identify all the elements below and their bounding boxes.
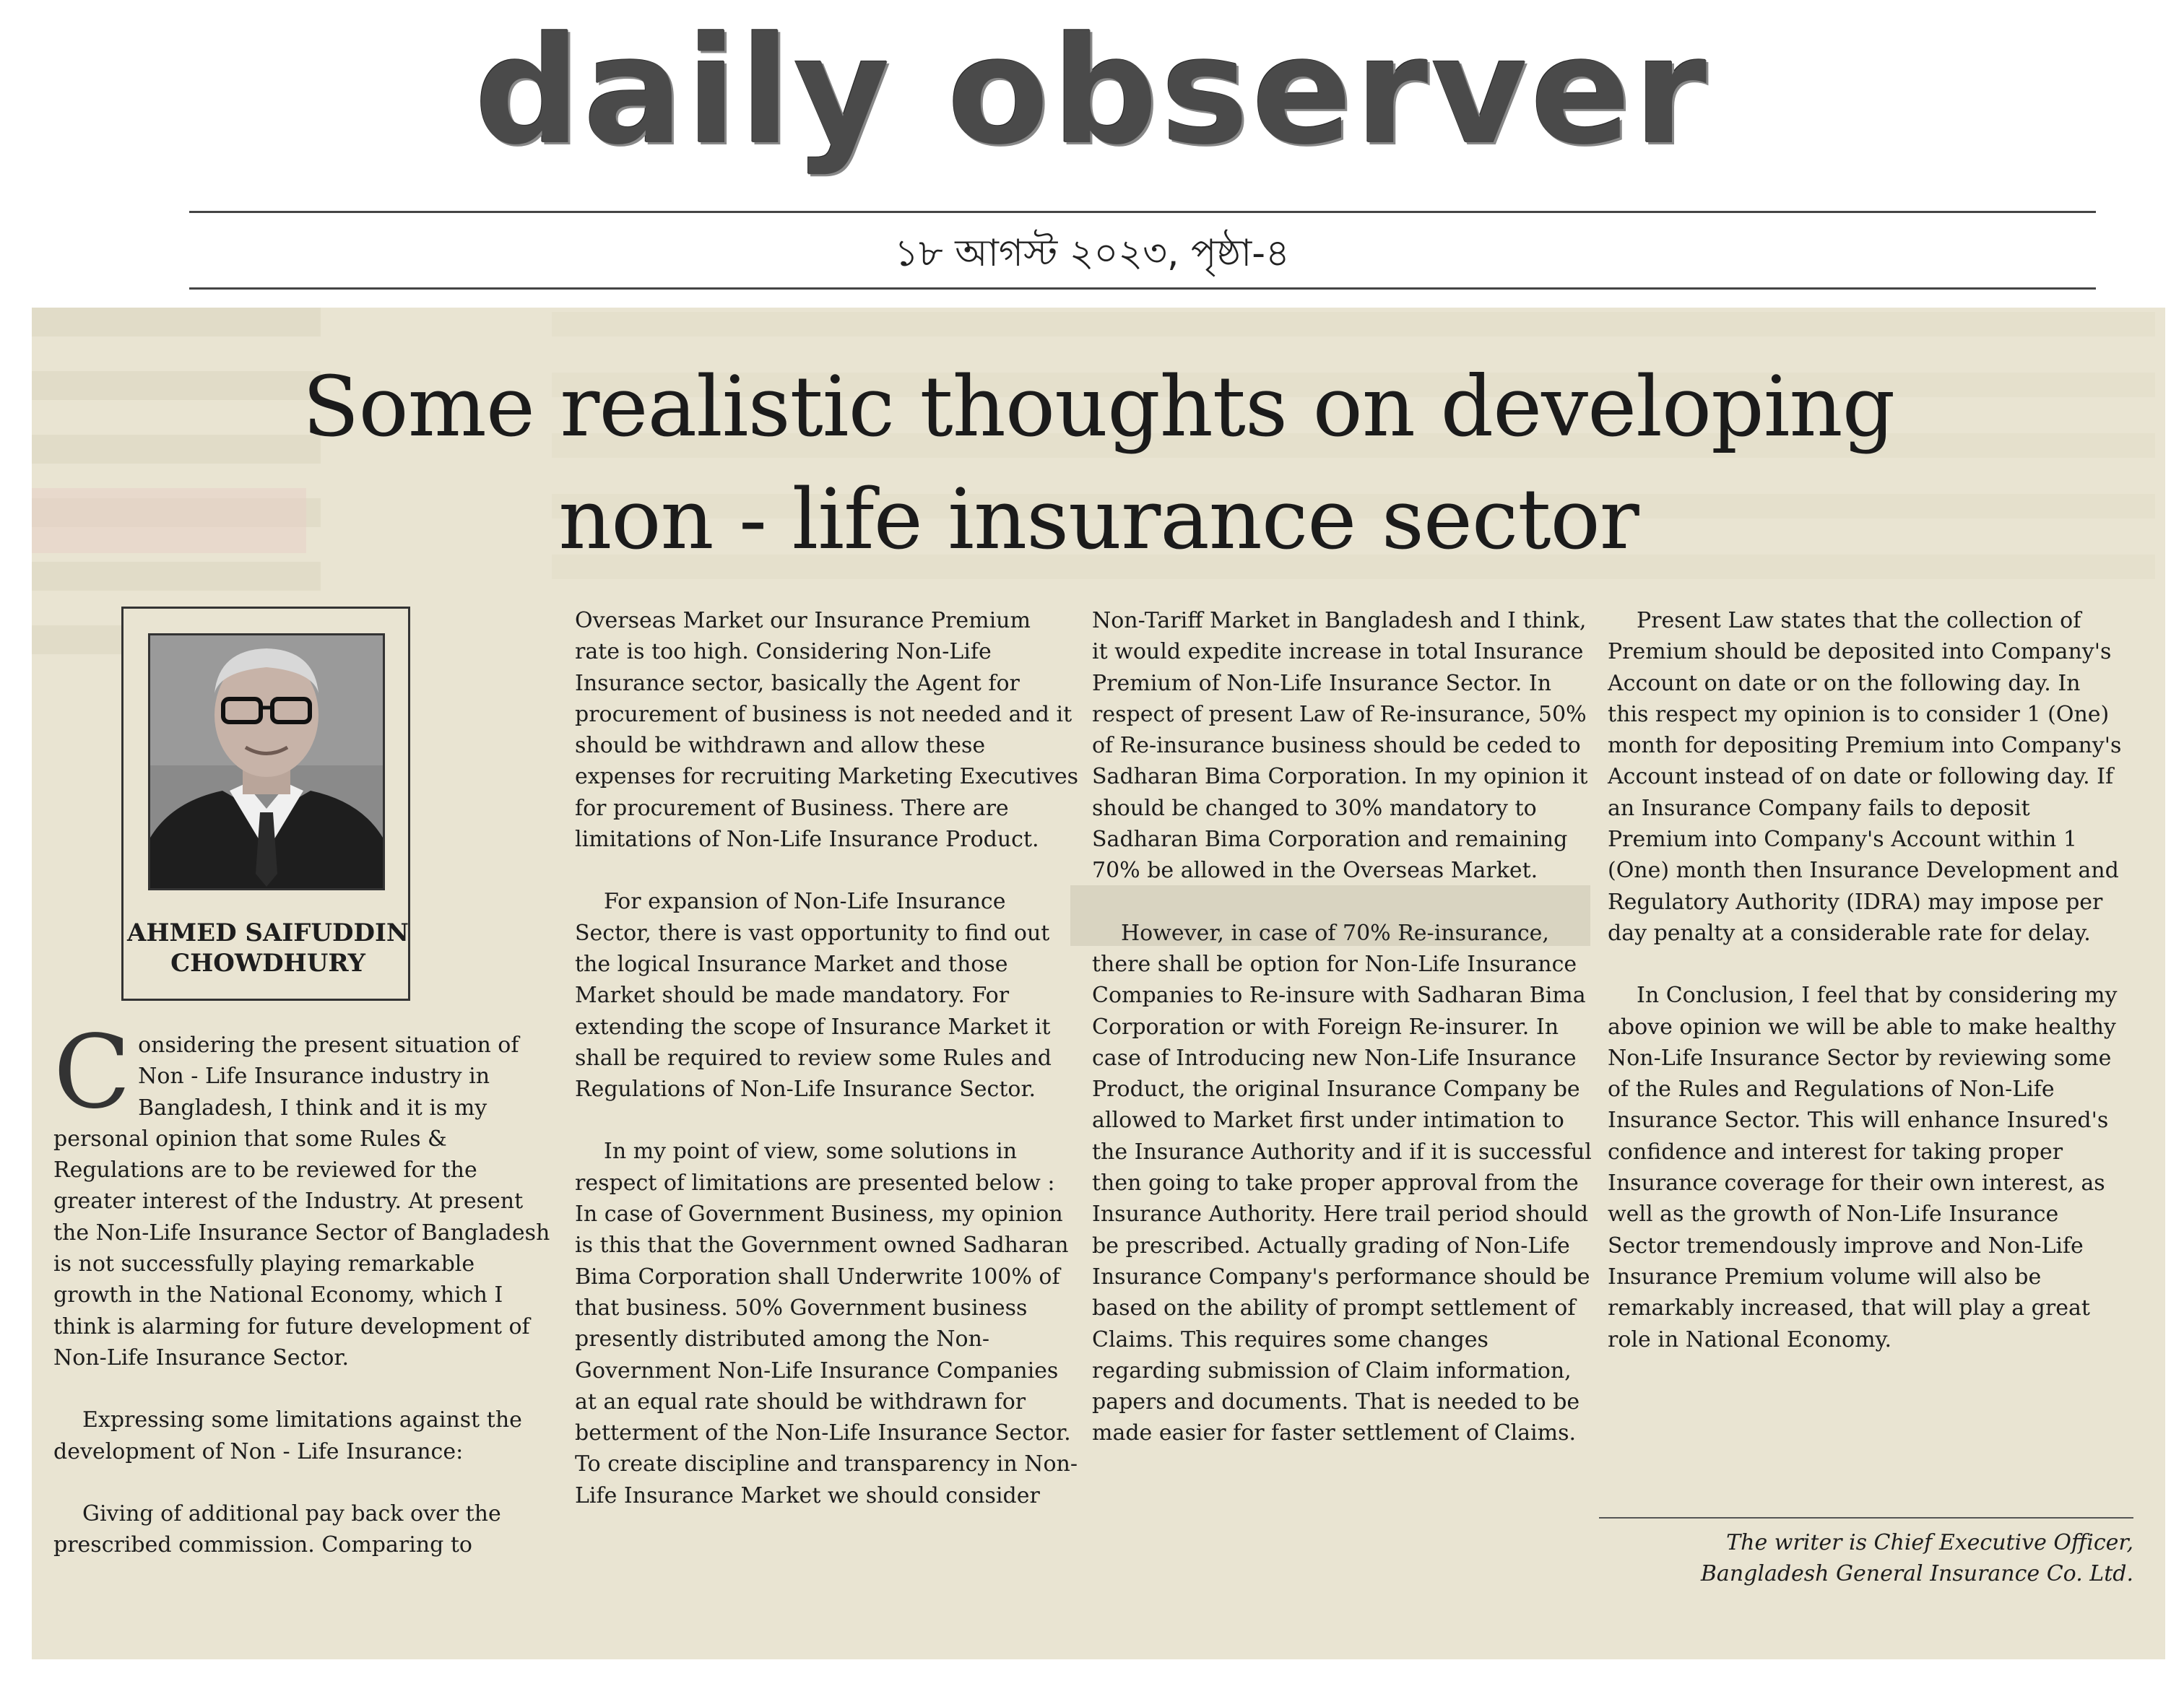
column-1-paragraph-3: Giving of additional pay back over the prescribed commission. Comparing to <box>53 1500 501 1558</box>
column-2-paragraph-1: Overseas Market our Insurance Premium rate is too high. Considering Non-Life Insurance sector, basically the Agent for procurement of business is not needed and it should be withdrawn and allow these expenses for recruiting Marketing Executives for procurement of Business. There are limitations of Non-Life Insurance Product. <box>575 608 1078 853</box>
column-3-paragraph-2: However, in case of 70% Re-insurance, there shall be option for Non-Life Insurance Companies to Re-insure with Sadharan Bima Corporation or with Foreign Re-insurer. In case of Introducing new Non-Life Insurance Product, the original Insurance Company be allowed to Market first under intimation to the Insurance Authority and if it is successful then going to take proper approval from the Insurance Authority. Here trail period should be prescribed. Actually grading of Non-Life Insurance Company's performance should be based on the ability of prompt settlement of Claims. This requires some changes regarding submission of Claim information, papers and documents. That is needed to be made easier for faster settlement of Claims. <box>1092 920 1592 1446</box>
column-2-paragraph-3: In my point of view, some solutions in respect of limitations are presented below : In case of Government Business, my opinion is this that the Government owned Sadharan Bima Corporation shall Underwrite 100% of that business. 50% Government business presently distributed among the Non-Government Non-Life Insurance Companies at an equal rate should be withdrawn for betterment of the Non-Life Insurance Sector. To create discipline and transparency in Non-Life Insurance Market we should consider <box>575 1139 1078 1508</box>
writer-credit-line-1: The writer is Chief Executive Officer, <box>1726 1530 2133 1555</box>
column-2-paragraph-2: For expansion of Non-Life Insurance Sector, there is vast opportunity to find out the logical Insurance Market and those Market should be made mandatory. For extending the scope of Insurance Market it shall be required to review some Rules and Regulations of Non-Life Insurance Sector. <box>575 889 1052 1103</box>
author-name-line-2: CHOWDHURY <box>170 949 365 978</box>
column-1-paragraph-1 <box>53 1014 559 1373</box>
column-1-paragraph-2: Expressing some limitations against the development of Non - Life Insurance: <box>53 1407 522 1464</box>
bottom-rule <box>189 287 2096 290</box>
headline-line-2: non - life insurance sector <box>558 472 1639 568</box>
article-column-1 <box>53 1014 559 1591</box>
writer-credit <box>1599 1517 2133 1589</box>
column-1-paragraph-1-text: onsidering the present situation of Non - Life Insurance industry in Bangladesh, I think and it is my personal opinion that some Rules & Regulations are to be reviewed for the greater interest of the Industry. At present the Non-Life Insurance Sector of Bangladesh is not successfully playing remarkable growth in the National Economy, which I think is alarming for future development of Non-Life Insurance Sector. <box>53 1033 550 1371</box>
author-box <box>121 607 410 1001</box>
author-name <box>124 918 412 978</box>
article-clipping <box>32 308 2165 1659</box>
column-4-paragraph-1: Present Law states that the collection of Premium should be deposited into Company's Account on date or on the following day. In this respect my opinion is to consider 1 (One) month for depositing Premium into Company's Account instead of on date or following day. If an Insurance Company fails to deposit Premium into Company's Account within 1 (One) month then Insurance Development and Regulatory Authority (IDRA) may impose per day penalty at a considerable rate for delay. <box>1608 608 2122 946</box>
headline-line-1: Some realistic thoughts on developing <box>302 359 1895 456</box>
writer-credit-line-2: Bangladesh General Insurance Co. Ltd. <box>1700 1561 2133 1586</box>
newspaper-masthead: daily observer <box>474 6 1710 178</box>
portrait-illustration <box>150 635 383 888</box>
drop-cap: C <box>53 1014 131 1131</box>
column-3-paragraph-1: Non-Tariff Market in Bangladesh and I think, it would expedite increase in total Insurance Premium of Non-Life Insurance Sector. In respect of present Law of Re-insurance, 50% of Re-insurance business should be ceded to Sadharan Bima Corporation. In my opinion it should be changed to 30% mandatory to Sadharan Bima Corporation and remaining 70% be allowed in the Overseas Market. <box>1092 608 1588 884</box>
article-headline <box>32 351 2165 576</box>
article-column-4 <box>1608 605 2128 1386</box>
column-4-paragraph-2: In Conclusion, I feel that by considering my above opinion we will be able to make healthy Non-Life Insurance Sector by reviewing some of the Rules and Regulations of Non-Life Insurance Sector. This will enhance Insured's confidence and interest for taking proper Insurance coverage for their own interest, as well as the growth of Non-Life Insurance Sector tremendously improve and Non-Life Insurance Premium volume will also be remarkably increased, that will play a great role in National Economy. <box>1608 983 2118 1352</box>
dateline: ১৮ আগস্ট ২০২৩, পৃষ্ঠা-৪ <box>894 232 1290 275</box>
author-photo <box>148 633 385 890</box>
author-name-line-1: AHMED SAIFUDDIN <box>127 918 409 947</box>
article-column-2 <box>575 605 1080 1542</box>
top-rule <box>189 211 2096 213</box>
article-column-3 <box>1092 605 1598 1480</box>
